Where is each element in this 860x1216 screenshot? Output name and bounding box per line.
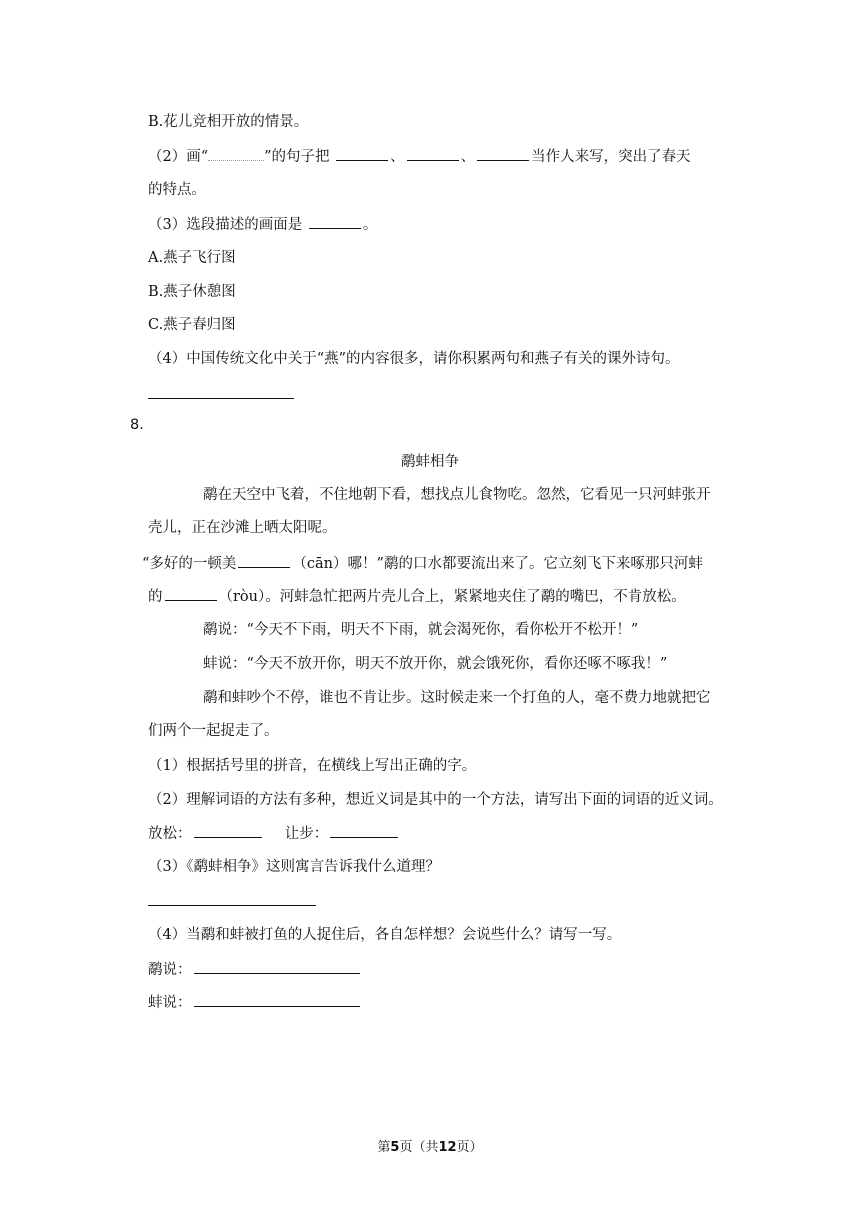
passage-p5-line1: 鹬和蚌吵个不停，谁也不肯让步。这时候走来一个打鱼的人，毫不费力地就把它 xyxy=(203,690,711,706)
answer-blank[interactable] xyxy=(336,146,388,161)
dotted-underline-sample xyxy=(208,148,264,161)
page-footer xyxy=(0,1136,860,1155)
q8-sub2: （2）理解词语的方法有多种，想近义词是其中的一个方法，请写出下面的词语的近义词。 xyxy=(148,792,723,808)
passage-p1-line2: 壳儿，正在沙滩上晒太阳呢。 xyxy=(148,520,337,536)
passage-p2-line2 xyxy=(148,586,686,607)
footer-mid: 页（共 xyxy=(399,1140,439,1155)
footer-pre: 第 xyxy=(377,1140,391,1155)
passage-p5-line2: 们两个一起捉走了。 xyxy=(148,723,279,739)
passage-p2-line1 xyxy=(142,553,703,574)
q8-sub4: （4）当鹬和蚌被打鱼的人捉住后，各自怎样想？会说些什么？请写一写。 xyxy=(148,927,622,943)
q7-sub2-text-c: 当作人来写，突出了春天 xyxy=(531,149,691,165)
period: 。 xyxy=(362,217,378,233)
bang-says-line xyxy=(148,992,362,1013)
answer-blank[interactable] xyxy=(194,959,360,974)
passage-title: 鹬蚌相争 xyxy=(401,454,459,470)
word-rangbu: 让步： xyxy=(284,826,329,842)
yu-says-line xyxy=(148,959,362,980)
answer-line[interactable] xyxy=(148,905,316,906)
separator: 、 xyxy=(390,149,405,165)
passage-p1-line1: 鹬在天空中飞着，不住地朝下看，想找点儿食物吃。忽然，它看见一只河蚌张开 xyxy=(203,487,711,503)
passage-p2-text-d: （ròu）。河蚌急忙把两片壳儿合上，紧紧地夹住了鹬的嘴巴，不肯放松。 xyxy=(218,589,686,605)
q7-sub4: （4）中国传统文化中关于“燕”的内容很多，请你积累两句和燕子有关的课外诗句。 xyxy=(148,351,680,367)
separator: 、 xyxy=(460,149,476,165)
answer-blank[interactable] xyxy=(194,823,262,838)
answer-line[interactable] xyxy=(148,398,294,399)
answer-blank[interactable] xyxy=(330,823,398,838)
passage-p3: 鹬说：“今天不下雨，明天不下雨，就会渴死你，看你松开不松开！” xyxy=(203,622,639,638)
passage-p2-text-a: “多好的一顿美 xyxy=(142,556,237,572)
passage-p2-text-c: 的 xyxy=(148,589,163,605)
passage-p4: 蚌说：“今天不放开你，明天不放开你，就会饿死你，看你还啄不啄我！” xyxy=(203,656,668,672)
answer-blank[interactable] xyxy=(194,992,360,1007)
q7-option-a: A.燕子飞行图 xyxy=(148,250,236,266)
q7-option-b2: B.燕子休憩图 xyxy=(148,284,236,300)
q8-sub3: （3）《鹬蚌相争》这则寓言告诉我什么道理？ xyxy=(148,859,440,875)
answer-blank[interactable] xyxy=(165,586,217,601)
q7-sub2-text-a: （2）画“ xyxy=(148,149,209,165)
total-pages: 12 xyxy=(438,1140,457,1155)
q7-option-b: B.花儿竞相开放的情景。 xyxy=(148,114,309,130)
q7-sub2-continued: 的特点。 xyxy=(148,182,206,198)
yu-says-label: 鹬说： xyxy=(148,962,192,978)
q8-sub2-words xyxy=(148,823,400,844)
q7-sub2-text-b: ”的句子把 xyxy=(264,149,330,165)
word-fangsong: 放松： xyxy=(148,826,192,842)
q8-sub1: （1）根据括号里的拼音，在横线上写出正确的字。 xyxy=(148,758,477,774)
answer-blank[interactable] xyxy=(309,214,361,229)
q7-sub3 xyxy=(148,214,377,235)
answer-blank[interactable] xyxy=(477,146,529,161)
footer-post: 页） xyxy=(456,1140,483,1155)
q7-sub3-text: （3）选段描述的画面是 xyxy=(148,217,303,233)
question-number: 8. xyxy=(130,417,144,433)
answer-blank[interactable] xyxy=(407,146,459,161)
passage-p2-text-b: （cān）哪！”鹬的口水都要流出来了。它立刻飞下来啄那只河蚌 xyxy=(292,556,703,572)
answer-blank[interactable] xyxy=(238,553,290,568)
bang-says-label: 蚌说： xyxy=(148,995,192,1011)
q7-option-c: C.燕子春归图 xyxy=(148,317,236,333)
q7-sub2 xyxy=(148,146,691,167)
page-number: 5 xyxy=(390,1140,400,1155)
